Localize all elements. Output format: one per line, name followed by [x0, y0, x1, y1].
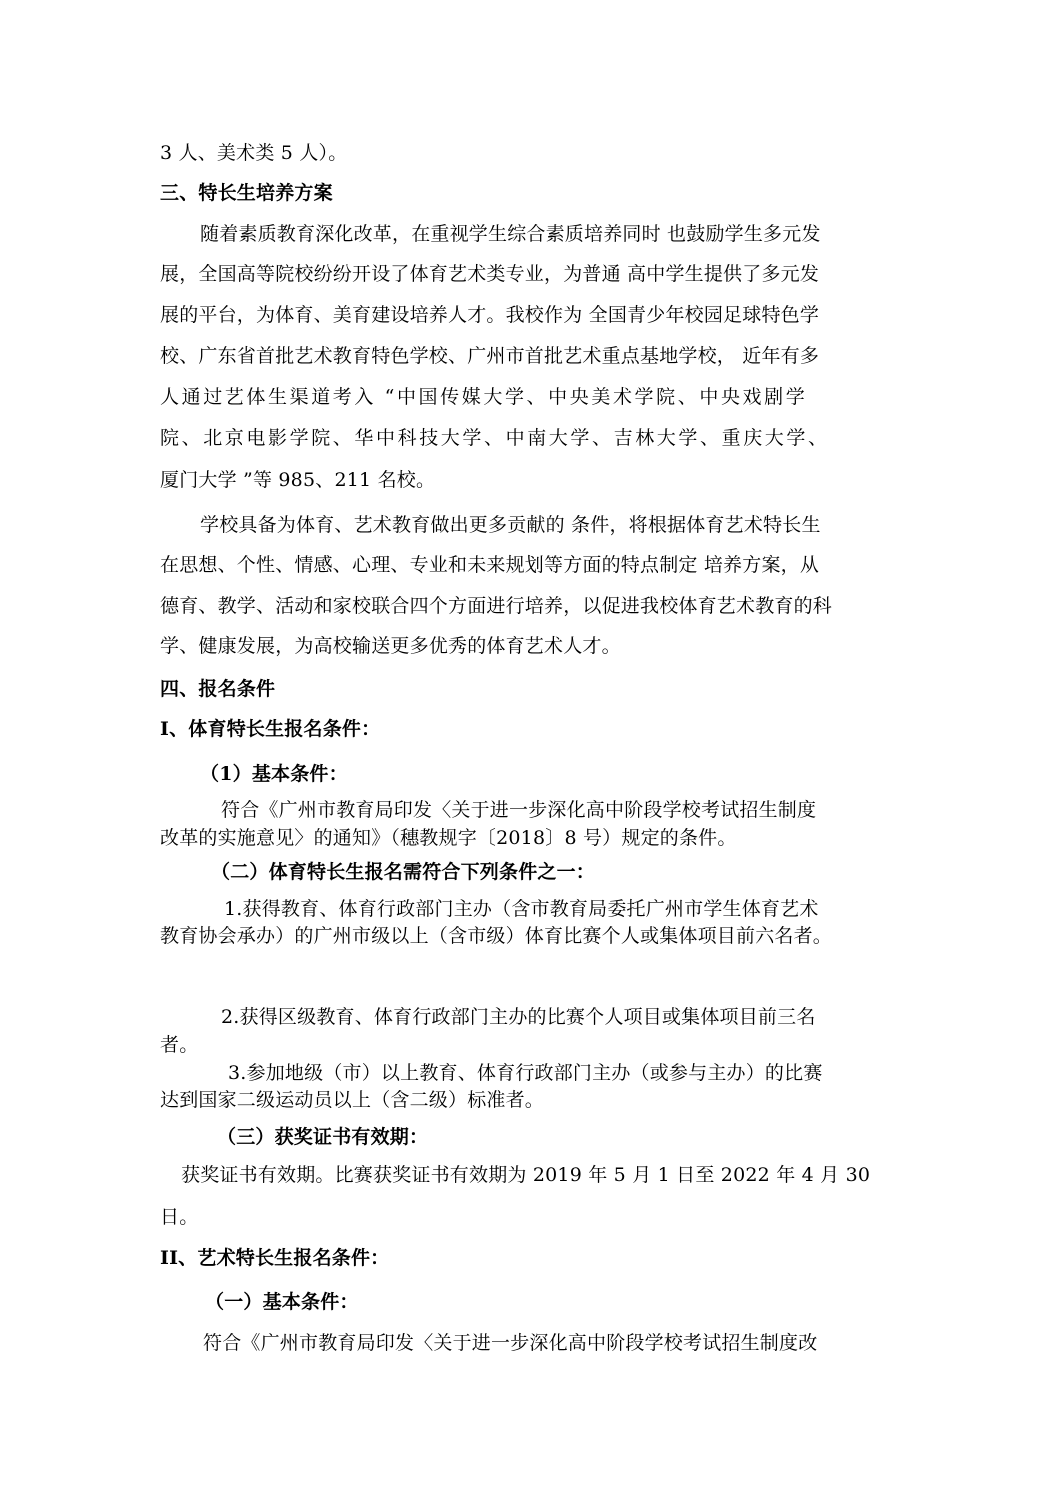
paragraph-line: 日。: [160, 1206, 199, 1228]
text-line: 3 人、美术类 5 人）。: [160, 142, 348, 164]
paragraph-line: 人通过艺体生渠道考入 “中国传媒大学、中央美术学院、中央戏剧学: [160, 386, 808, 408]
paragraph-line: 符合《广州市教育局印发〈关于进一步深化高中阶段学校考试招生制度: [221, 799, 817, 821]
subsection-heading: II、艺术特长生报名条件：: [160, 1247, 390, 1269]
list-item-line: 3.参加地级（市）以上教育、体育行政部门主办（或参与主办）的比赛: [228, 1062, 823, 1084]
paragraph-line: 在思想、个性、情感、心理、专业和未来规划等方面的特点制定 培养方案，从: [160, 554, 820, 576]
list-item-line: 教育协会承办）的广州市级以上（含市级）体育比赛个人或集体项目前六名者。: [160, 925, 833, 947]
paragraph-line: 展，全国高等院校纷纷开设了体育艺术类专业，为普通 高中学生提供了多元发: [160, 263, 820, 285]
paragraph-line: 改革的实施意见〉的通知》（穗教规字〔2018〕8 号）规定的条件。: [160, 827, 737, 849]
item-heading: （二）体育特长生报名需符合下列条件之一：: [211, 861, 596, 883]
paragraph-line: 校、广东省首批艺术教育特色学校、广州市首批艺术重点基地学校， 近年有多: [160, 345, 820, 367]
list-item-line: 2.获得区级教育、体育行政部门主办的比赛个人项目或集体项目前三名: [221, 1006, 816, 1028]
list-item-line: 达到国家二级运动员以上（含二级）标准者。: [160, 1089, 545, 1111]
section-heading: 三、特长生培养方案: [160, 182, 333, 204]
paragraph-line: 展的平台，为体育、美育建设培养人才。我校作为 全国青少年校园足球特色学: [160, 304, 820, 326]
paragraph-line: 学校具备为体育、艺术教育做出更多贡献的 条件，将根据体育艺术特长生: [200, 514, 821, 536]
paragraph-line: 随着素质教育深化改革，在重视学生综合素质培养同时 也鼓励学生多元发: [200, 223, 821, 245]
list-item-line: 1.获得教育、体育行政部门主办（含市教育局委托广州市学生体育艺术: [224, 898, 819, 920]
paragraph-line: 厦门大学 ”等 985、211 名校。: [160, 469, 436, 491]
subsection-heading: I、体育特长生报名条件：: [160, 718, 381, 740]
paragraph-line: 院、北京电影学院、华中科技大学、中南大学、吉林大学、重庆大学、: [160, 427, 830, 449]
paragraph-line: 学、健康发展，为高校输送更多优秀的体育艺术人才。: [160, 635, 621, 657]
paragraph-line: 获奖证书有效期。比赛获奖证书有效期为 2019 年 5 月 1 日至 2022 年 4 月 30: [181, 1164, 871, 1186]
paragraph-line: 德育、教学、活动和家校联合四个方面进行培养，以促进我校体育艺术教育的科: [160, 595, 833, 617]
paragraph-line: 符合《广州市教育局印发〈关于进一步深化高中阶段学校考试招生制度改: [203, 1332, 818, 1354]
list-item-line: 者。: [160, 1034, 199, 1056]
section-heading: 四、报名条件: [160, 678, 276, 700]
item-heading: （一）基本条件：: [205, 1291, 359, 1313]
item-heading: （1）基本条件：: [200, 763, 348, 785]
item-heading: （三）获奖证书有效期：: [217, 1126, 429, 1148]
